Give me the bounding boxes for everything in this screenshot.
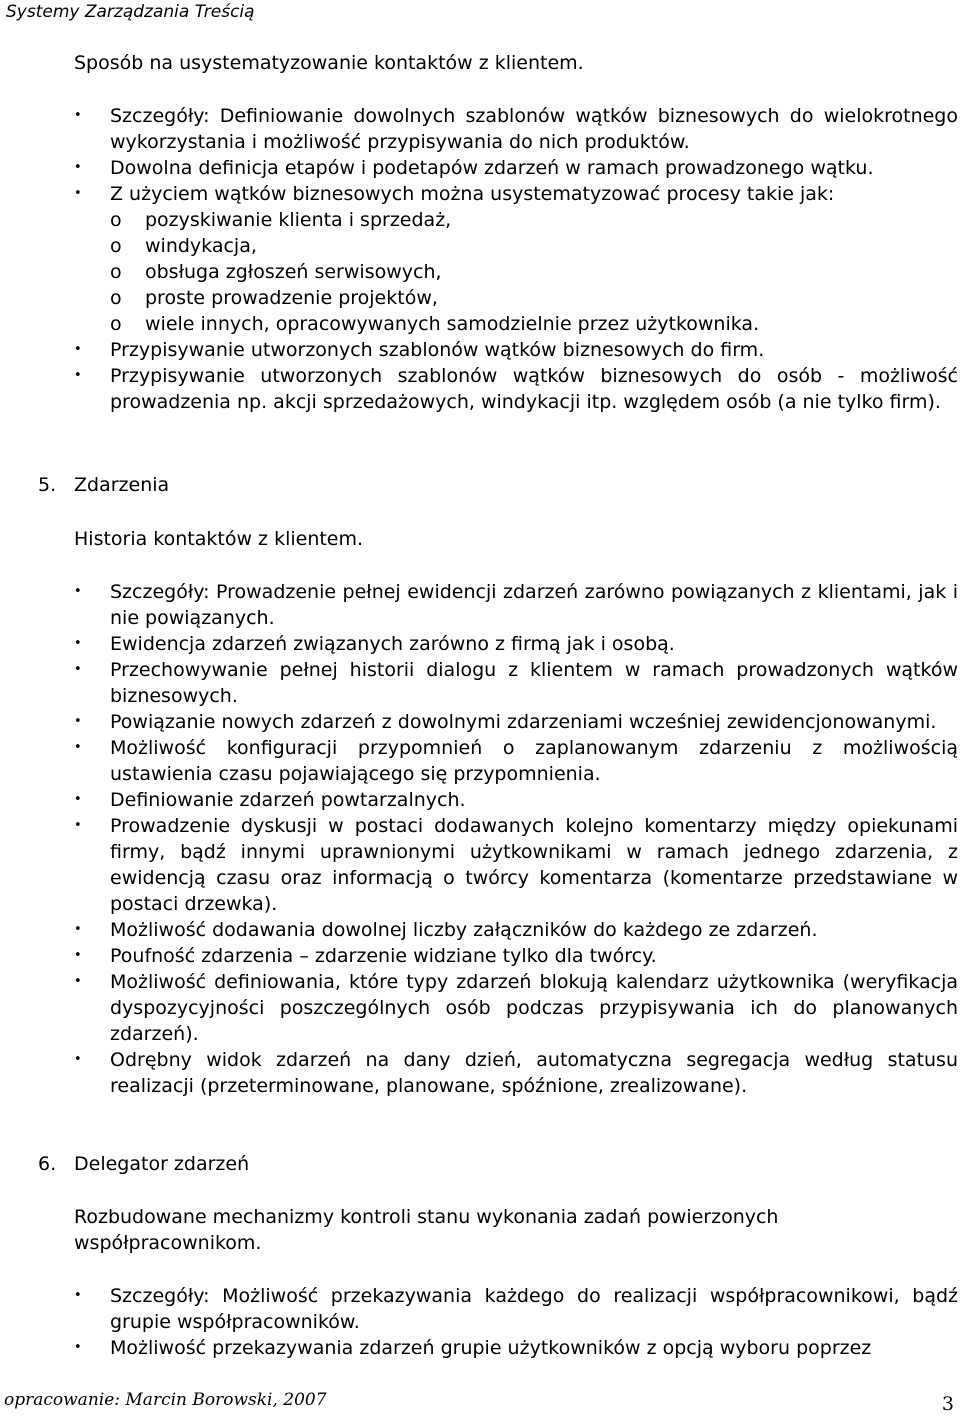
list-item: • Możliwość dodawania dowolnej liczby załączników do każdego ze zdarzeń. xyxy=(74,919,818,941)
section5-title: Zdarzenia xyxy=(74,474,170,496)
bullet-icon: • xyxy=(74,1052,82,1067)
bullet-icon: • xyxy=(74,818,82,833)
bullet-icon: • xyxy=(74,342,82,357)
sub-list-item: o obsługa zgłoszeń serwisowych, xyxy=(110,261,442,283)
list-item: • Poufność zdarzenia – zdarzenie widziane tylko dla twórcy. xyxy=(74,945,657,967)
circle-bullet-icon: o xyxy=(110,261,122,283)
list-item: • Dowolna definicja etapów i podetapów zdarzeń w ramach prowadzonego wątku. xyxy=(74,157,874,179)
list-item: • Przechowywanie pełnej historii dialogu z klientem w ramach prowadzonych wątków biznesowych. xyxy=(74,659,958,707)
section4-intro: Sposób na usystematyzowanie kontaktów z klientem. xyxy=(74,52,584,74)
bullet-icon: • xyxy=(74,1288,82,1303)
bullet-icon: • xyxy=(74,974,82,989)
list-item: • Szczegóły: Możliwość przekazywania każdego do realizacji współpracownikowi, bądź grupie współpracowników. xyxy=(74,1285,958,1333)
bullet-icon: • xyxy=(74,740,82,755)
bullet-icon: • xyxy=(74,584,82,599)
page-footer-author: opracowanie: Marcin Borowski, 2007 xyxy=(4,1390,327,1410)
list-item: • Przypisywanie utworzonych szablonów wątków biznesowych do osób - możliwość prowadzenia np. akcji sprzedażowych, windykacji itp. względem osób (a nie tylko firm). xyxy=(74,365,958,413)
circle-bullet-icon: o xyxy=(110,209,122,231)
section4-bullet-list xyxy=(0,103,960,415)
list-item: • Szczegóły: Definiowanie dowolnych szablonów wątków biznesowych do wielokrotnego wykorzystania i możliwość przypisywania do nich produktów. xyxy=(74,105,958,153)
bullet-icon: • xyxy=(74,792,82,807)
bullet-icon: • xyxy=(74,948,82,963)
circle-bullet-icon: o xyxy=(110,313,122,335)
list-item: • Przypisywanie utworzonych szablonów wątków biznesowych do firm. xyxy=(74,339,765,361)
list-item: • Z użyciem wątków biznesowych można usystematyzować procesy takie jak: o pozyskiwanie klienta i sprzedaż, o windykacja, o obsługa zgłoszeń serwisowych, o proste prowadzenie projektów, o wiele innych, opracowywanych samodzielnie przez użytkownika. xyxy=(0,181,960,337)
list-item: • Możliwość konfiguracji przypomnień o zaplanowanym zdarzeniu z możliwością ustawienia czasu pojawiającego się przypomnienia. xyxy=(74,737,958,785)
sub-list-item: o pozyskiwanie klienta i sprzedaż, xyxy=(110,209,452,231)
list-item: • Ewidencja zdarzeń związanych zarówno z firmą jak i osobą. xyxy=(74,633,675,655)
list-item: • Możliwość definiowania, które typy zdarzeń blokują kalendarz użytkownika (weryfikacja dyspozycyjności poszczególnych osób podczas przypisywania ich do planowanych zdarzeń). xyxy=(74,971,958,1045)
bullet-icon: • xyxy=(74,368,82,383)
section5-number: 5. xyxy=(38,474,57,496)
list-item: • Szczegóły: Prowadzenie pełnej ewidencji zdarzeń zarówno powiązanych z klientami, jak i nie powiązanych. xyxy=(74,581,958,629)
list-item: • Prowadzenie dyskusji w postaci dodawanych kolejno komentarzy między opiekunami firmy, bądź innymi uprawnionymi użytkownikami w ramach jednego zdarzenia, z ewidencją czasu oraz informacją o twórcy komentarza (komentarze przedstawiane w postaci drzewka). xyxy=(74,815,958,915)
list-item: • Definiowanie zdarzeń powtarzalnych. xyxy=(74,789,466,811)
bullet-icon: • xyxy=(74,1340,82,1355)
bullet-icon: • xyxy=(74,922,82,937)
section6-intro: Rozbudowane mechanizmy kontroli stanu wykonania zadań powierzonych współpracownikom. xyxy=(74,1206,779,1254)
sub-list xyxy=(110,207,958,337)
bullet-icon: • xyxy=(74,186,82,201)
bullet-icon: • xyxy=(74,160,82,175)
page-header: Systemy Zarządzania Treścią xyxy=(6,2,255,22)
circle-bullet-icon: o xyxy=(110,235,122,257)
section6-heading xyxy=(38,1151,249,1177)
bullet-icon: • xyxy=(74,662,82,677)
list-item: • Powiązanie nowych zdarzeń z dowolnymi zdarzeniami wcześniej zewidencjonowanymi. xyxy=(74,711,937,733)
section6-bullet-list xyxy=(0,1283,960,1361)
sub-list-item: o proste prowadzenie projektów, xyxy=(110,287,438,309)
sub-list-item: o wiele innych, opracowywanych samodzielnie przez użytkownika. xyxy=(110,313,760,335)
bullet-icon: • xyxy=(74,108,82,123)
section5-heading xyxy=(38,472,169,498)
section5-bullet-list xyxy=(0,579,960,1099)
list-item: • Możliwość przekazywania zdarzeń grupie użytkowników z opcją wyboru poprzez xyxy=(74,1337,872,1359)
circle-bullet-icon: o xyxy=(110,287,122,309)
section6-title: Delegator zdarzeń xyxy=(74,1153,250,1175)
sub-list-item: o windykacja, xyxy=(110,235,257,257)
list-item: • Odrębny widok zdarzeń na dany dzień, automatyczna segregacja według statusu realizacji (przeterminowane, planowane, spóźnione, zrealizowane). xyxy=(74,1049,958,1097)
bullet-icon: • xyxy=(74,636,82,651)
section6-number: 6. xyxy=(38,1153,57,1175)
page-number: 3 xyxy=(941,1393,954,1415)
bullet-icon: • xyxy=(74,714,82,729)
section5-intro: Historia kontaktów z klientem. xyxy=(74,528,364,550)
